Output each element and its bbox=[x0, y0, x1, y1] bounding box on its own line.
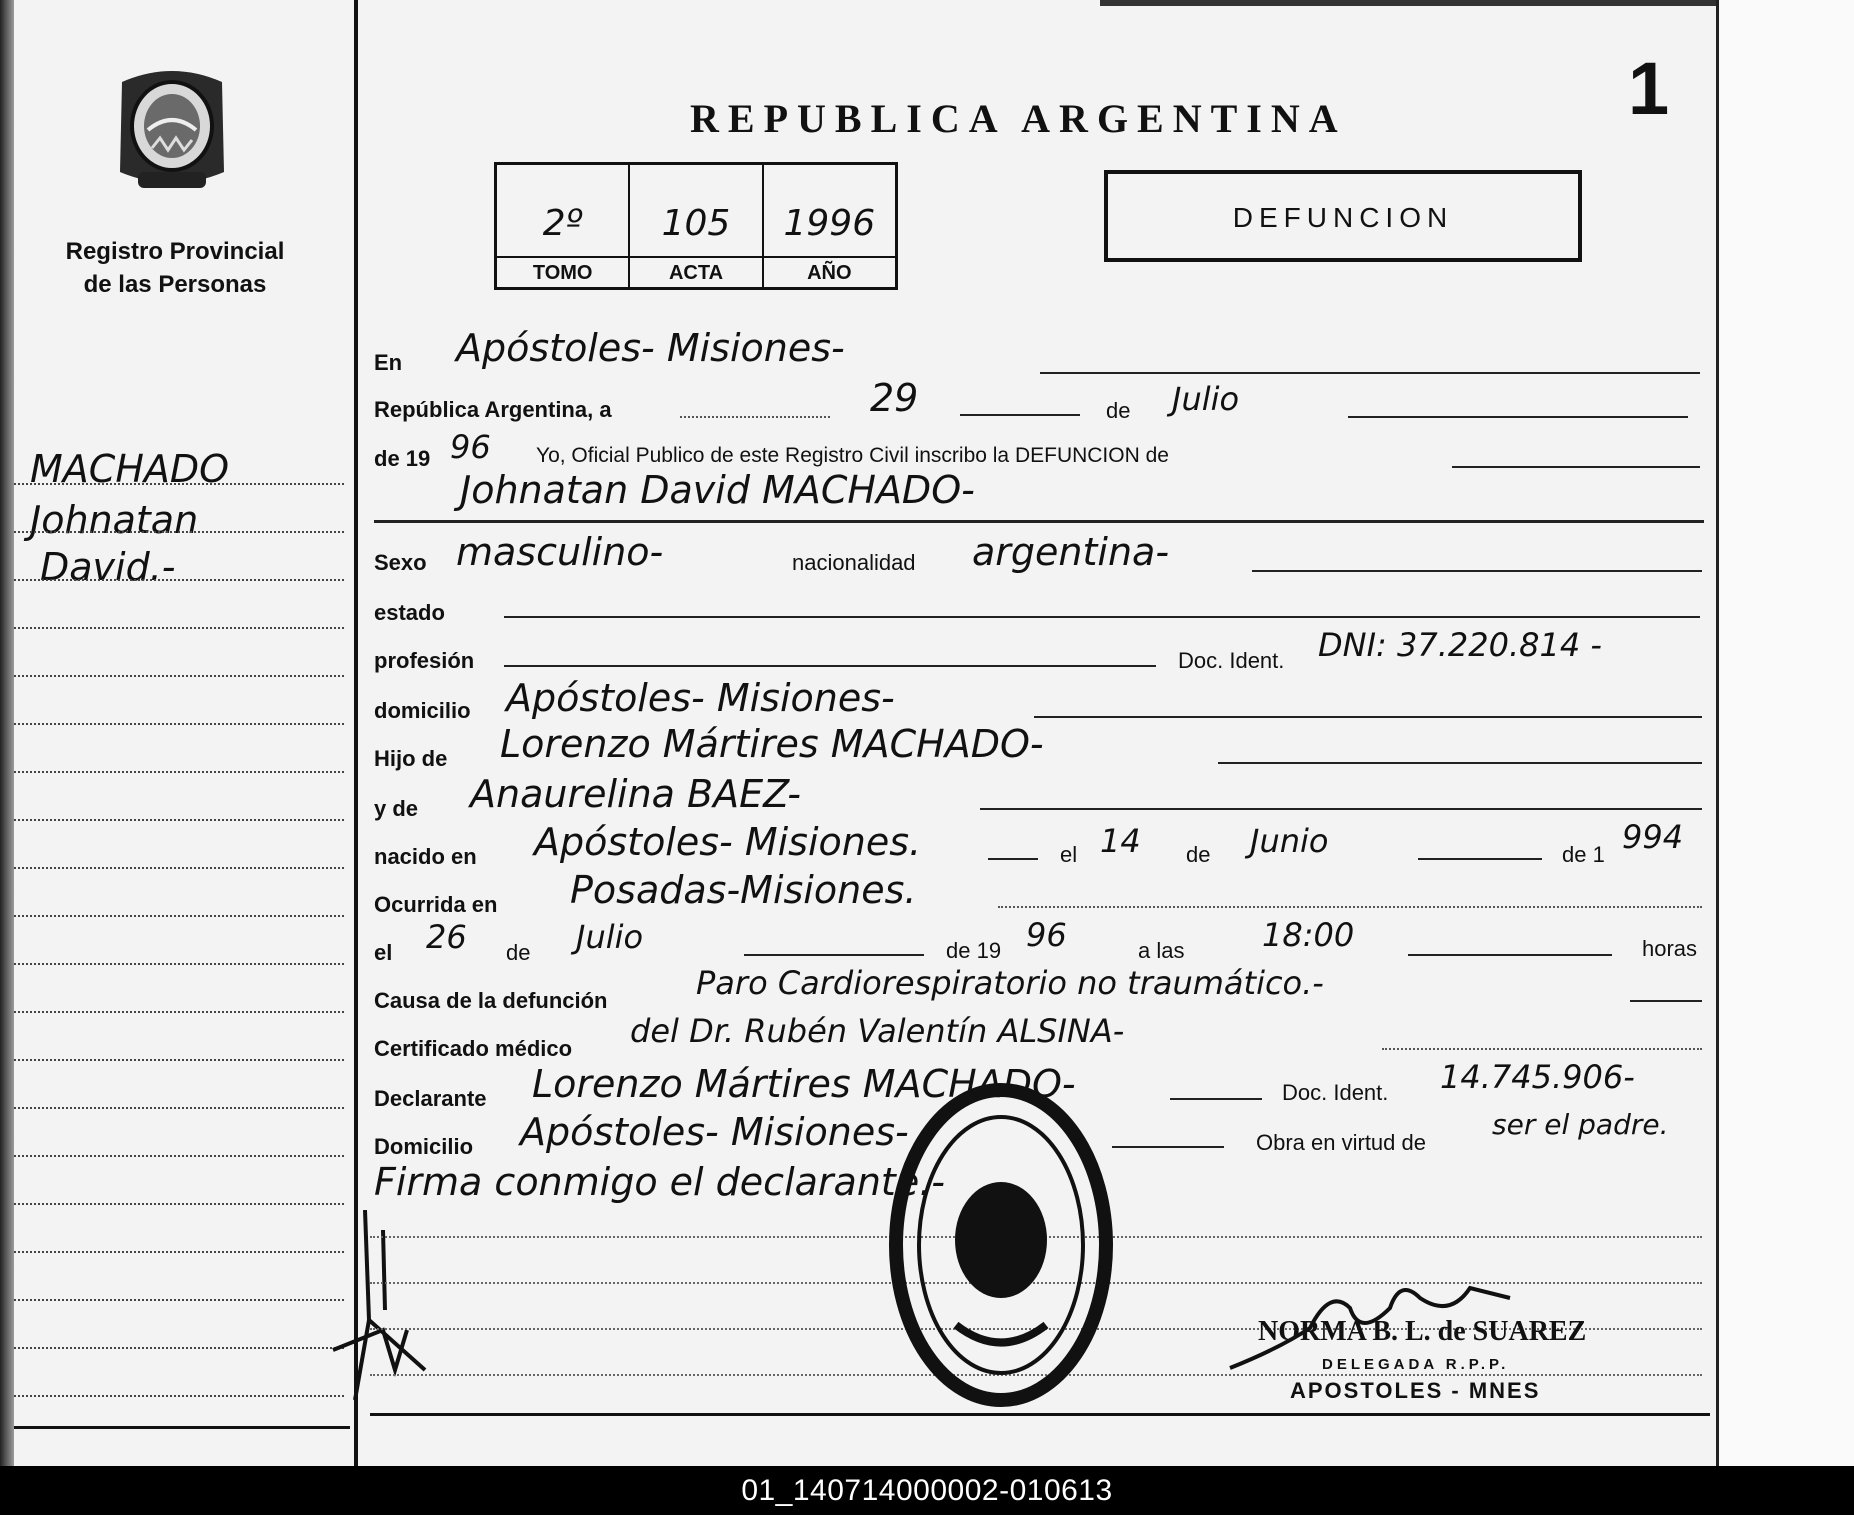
en-label: En bbox=[374, 350, 403, 375]
estado-line bbox=[504, 616, 1700, 618]
statement-line bbox=[1452, 466, 1700, 468]
registry-stamp-icon bbox=[886, 1080, 1116, 1410]
hijo-value: Lorenzo Mártires MACHADO- bbox=[500, 722, 1044, 766]
acta-reference-box bbox=[494, 162, 898, 290]
record-type-box: DEFUNCION bbox=[1104, 170, 1582, 262]
domicilio2-value: Apóstoles- Misiones- bbox=[520, 1110, 909, 1154]
birth-day: 14 bbox=[1100, 822, 1141, 860]
form-bottom-rule bbox=[370, 1413, 1710, 1416]
deceased-line bbox=[374, 520, 1704, 523]
obra-value: ser el padre. bbox=[1492, 1108, 1669, 1141]
domicilio2-label: Domicilio bbox=[374, 1134, 474, 1159]
stub-ruled-line bbox=[14, 915, 344, 917]
registry-line-1: Registro Provincial bbox=[65, 238, 285, 265]
death-el-label: el bbox=[374, 940, 393, 965]
registry-line-2: de las Personas bbox=[83, 271, 267, 298]
month-line bbox=[1348, 416, 1688, 418]
stub-ruled-line bbox=[14, 1155, 344, 1157]
domicilio-label: domicilio bbox=[374, 698, 471, 723]
tomo-value: 2º bbox=[542, 203, 583, 244]
nacido-label: nacido en bbox=[374, 844, 477, 869]
estado-label: estado bbox=[374, 600, 445, 625]
ocurrida-line bbox=[998, 906, 1702, 908]
year-suffix-value: 96 bbox=[450, 428, 491, 466]
birth-month-line bbox=[1418, 858, 1542, 860]
firma-note: Firma conmigo el declarante.- bbox=[374, 1160, 945, 1204]
scan-right-margin bbox=[1716, 0, 1854, 1470]
death-month-line bbox=[744, 954, 924, 956]
doc-ident-value: DNI: 37.220.814 - bbox=[1318, 626, 1602, 664]
year-label: AÑO bbox=[764, 256, 895, 285]
stub-ruled-line bbox=[14, 1011, 344, 1013]
acta-value: 105 bbox=[661, 203, 731, 244]
death-time: 18:00 bbox=[1262, 916, 1355, 954]
deceased-name: Johnatan David MACHADO- bbox=[460, 468, 975, 512]
ocurrida-label: Ocurrida en bbox=[374, 892, 498, 917]
stub-ruled-line bbox=[14, 531, 344, 533]
certificado-value: del Dr. Rubén Valentín ALSINA- bbox=[630, 1012, 1125, 1050]
stub-ruled-line bbox=[14, 1299, 344, 1301]
stub-ruled-line bbox=[14, 723, 344, 725]
doc-ident-label: Doc. Ident. bbox=[1178, 648, 1285, 673]
yde-label: y de bbox=[374, 796, 419, 821]
yde-line bbox=[980, 808, 1702, 810]
en-line bbox=[1040, 372, 1700, 374]
sexo-value: masculino- bbox=[456, 530, 664, 574]
doc2-value: 14.745.906- bbox=[1440, 1058, 1635, 1096]
birth-year-prefix: de 1 bbox=[1562, 842, 1605, 867]
stub-first-name: Johnatan bbox=[30, 498, 199, 542]
day-line bbox=[680, 416, 830, 418]
file-id: 01_140714000002-010613 bbox=[741, 1473, 1113, 1507]
page-number: 1 bbox=[1628, 47, 1670, 130]
stub-surname: MACHADO bbox=[30, 447, 230, 491]
birth-month: Junio bbox=[1250, 822, 1329, 860]
year-cell bbox=[764, 165, 895, 287]
domicilio-value: Apóstoles- Misiones- bbox=[506, 676, 895, 720]
sexo-label: Sexo bbox=[374, 550, 427, 575]
stub-ruled-line bbox=[14, 1107, 344, 1109]
nacionalidad-label: nacionalidad bbox=[792, 550, 916, 575]
yde-value: Anaurelina BAEZ- bbox=[470, 772, 801, 816]
causa-value: Paro Cardiorespiratorio no traumático.- bbox=[696, 964, 1324, 1002]
stub-ruled-line bbox=[14, 675, 344, 677]
tomo-label: TOMO bbox=[497, 256, 628, 285]
declarante-line bbox=[1170, 1098, 1262, 1100]
causa-line bbox=[1630, 1000, 1702, 1002]
doc2-label: Doc. Ident. bbox=[1282, 1080, 1389, 1105]
profesion-label: profesión bbox=[374, 648, 475, 673]
death-year-prefix: de 19 bbox=[946, 938, 1002, 963]
stub-ruled-line bbox=[14, 1347, 344, 1349]
death-year-value: 96 bbox=[1026, 916, 1067, 954]
stub-ruled-line bbox=[14, 627, 344, 629]
death-day: 26 bbox=[426, 918, 467, 956]
certificado-line bbox=[1382, 1048, 1702, 1050]
official-role: DELEGADA R.P.P. bbox=[1322, 1356, 1510, 1373]
ocurrida-value: Posadas-Misiones. bbox=[570, 868, 917, 912]
country-title: REPUBLICA ARGENTINA bbox=[690, 96, 1347, 141]
official-name: NORMA B. L. de SUAREZ bbox=[1258, 1316, 1587, 1347]
death-de-label: de bbox=[506, 940, 531, 965]
alas-label: a las bbox=[1138, 938, 1185, 963]
causa-label: Causa de la defunción bbox=[374, 988, 608, 1013]
nacionalidad-value: argentina- bbox=[972, 530, 1170, 574]
stub-ruled-line bbox=[14, 483, 344, 485]
death-time-line bbox=[1408, 954, 1612, 956]
birth-el-label: el bbox=[1060, 842, 1078, 867]
certificado-label: Certificado médico bbox=[374, 1036, 573, 1061]
registry-title bbox=[40, 235, 310, 301]
statement-text: Yo, Oficial Publico de este Registro Civil inscribo la DEFUNCION de bbox=[536, 444, 1169, 467]
stub-ruled-line bbox=[14, 1395, 344, 1397]
stub-ruled-line bbox=[14, 963, 344, 965]
hijo-label: Hijo de bbox=[374, 746, 448, 771]
republica-label: República Argentina, a bbox=[374, 397, 612, 422]
stub-ruled-line bbox=[14, 579, 344, 581]
scan-left-edge bbox=[0, 0, 14, 1470]
provincial-seal-icon bbox=[108, 60, 236, 200]
stub-ruled-line bbox=[14, 819, 344, 821]
day-value: 29 bbox=[870, 376, 919, 420]
file-id-bar bbox=[0, 1466, 1854, 1515]
stub-bottom-rule bbox=[14, 1426, 350, 1429]
stub-ruled-line bbox=[14, 1059, 344, 1061]
domicilio-line bbox=[1034, 716, 1702, 718]
birth-year-value: 994 bbox=[1622, 818, 1684, 856]
declarante-label: Declarante bbox=[374, 1086, 487, 1111]
stub-ruled-line bbox=[14, 771, 344, 773]
year-prefix-label: de 19 bbox=[374, 446, 431, 471]
month-value: Julio bbox=[1172, 380, 1240, 418]
day-line-2 bbox=[960, 414, 1080, 416]
hijo-line bbox=[1218, 762, 1702, 764]
month-de-label: de bbox=[1106, 398, 1131, 423]
obra-label: Obra en virtud de bbox=[1256, 1130, 1426, 1155]
stub-middle-name: David.- bbox=[40, 545, 176, 589]
year-value: 1996 bbox=[783, 203, 876, 244]
stub-signature bbox=[325, 1210, 435, 1410]
declarante-value: Lorenzo Mártires MACHADO- bbox=[532, 1062, 1076, 1106]
birth-de-label: de bbox=[1186, 842, 1211, 867]
en-value: Apóstoles- Misiones- bbox=[456, 326, 845, 370]
stub-ruled-line bbox=[14, 1251, 344, 1253]
nacido-line bbox=[988, 858, 1038, 860]
stub-ruled-line bbox=[14, 867, 344, 869]
domicilio2-line bbox=[1112, 1146, 1224, 1148]
profesion-line bbox=[504, 665, 1156, 667]
official-place: APOSTOLES - MNES bbox=[1290, 1378, 1541, 1403]
acta-cell bbox=[630, 165, 763, 287]
horas-label: horas bbox=[1642, 936, 1698, 961]
acta-label: ACTA bbox=[630, 256, 761, 285]
tomo-cell bbox=[497, 165, 630, 287]
stub-ruled-line bbox=[14, 1203, 344, 1205]
nacionalidad-line bbox=[1252, 570, 1702, 572]
nacido-value: Apóstoles- Misiones. bbox=[534, 820, 922, 864]
death-month: Julio bbox=[576, 918, 644, 956]
